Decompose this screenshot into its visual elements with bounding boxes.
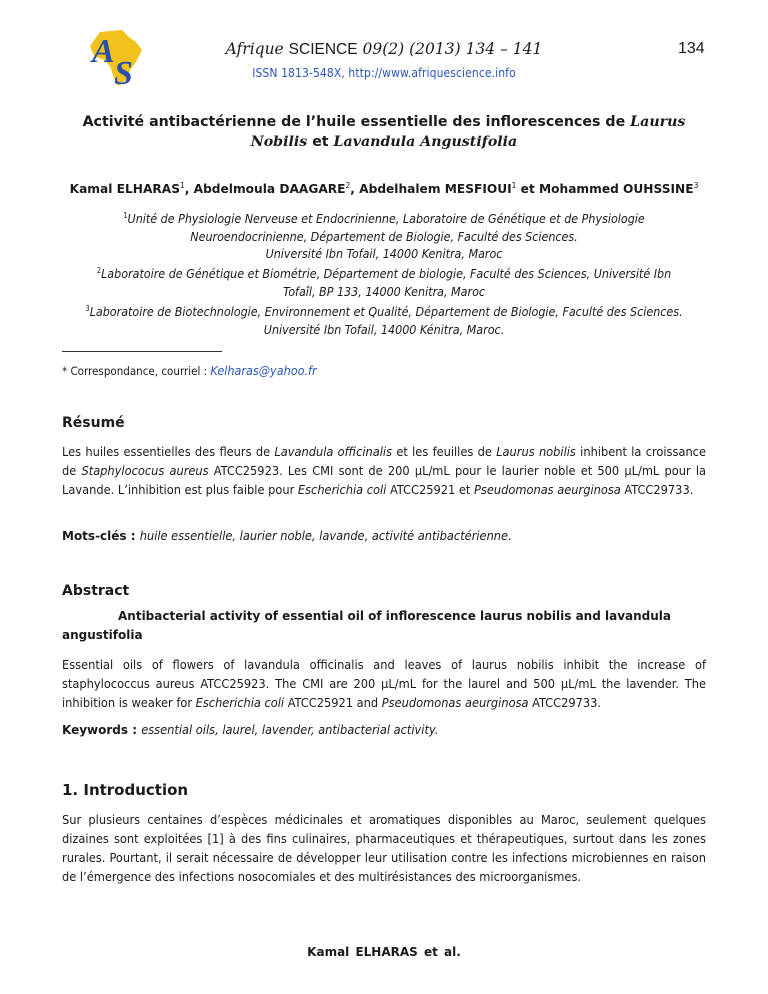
author-name: Kamal ELHARAS	[69, 182, 180, 197]
article-title	[82, 112, 686, 152]
correspondence-email-link[interactable]: Kelharas@yahoo.fr	[210, 363, 317, 378]
abstract-heading: Abstract	[62, 583, 130, 599]
author-name: Abdelhalem MESFIOUI	[359, 182, 512, 197]
journal-sci: SCIENCE	[288, 41, 358, 58]
affiliation-text: Laboratoire de Biotechnologie, Environnement et Qualité, Département de Biologie, Faculté des Sciences.	[89, 304, 683, 320]
title-species-1: Laurus Nobilis	[250, 114, 686, 150]
paragraph-text: ATCC25923. Les CMI sont de 200 µL/mL pour le laurier noble et 500 µL/mL pour la Lavande. L’inhibition est plus faible pour	[62, 463, 706, 497]
paragraph-text: ATCC25921 and	[284, 695, 382, 710]
paragraph-text: ATCC29733.	[528, 695, 602, 710]
author-affiliation-marker: 3	[693, 181, 699, 190]
resume-heading: Résumé	[62, 415, 125, 431]
abstract-keywords	[62, 722, 706, 737]
paragraph-text: ATCC29733.	[620, 482, 694, 497]
abstract-paragraph	[62, 655, 706, 712]
abstract-keywords-text: essential oils, laurel, lavender, antibacterial activity.	[141, 722, 439, 737]
species-name: Pseudomonas aeurginosa	[381, 695, 529, 710]
affiliation-line	[40, 245, 728, 262]
page-footer: Kamal ELHARAS et al.	[307, 945, 461, 959]
introduction-paragraph: Sur plusieurs centaines d’espèces médicinales et aromatiques disponibles au Maroc, seulement quelques dizaines sont exploitées [1] à des fins culinaires, pharmaceutiques et thérapeutiques, surtout dans les zones rurales. Pourtant, il serait nécessaire de développer leur utilisation contre les infections microbiennes en raison de l’émergence des infections nosocomiales et des multirésistances des microorganismes.	[62, 812, 706, 884]
affiliation-text: Tofaîl, BP 133, 14000 Kenitra, Maroc	[282, 283, 486, 299]
abstract-subtitle: Antibacterial activity of essential oil of inflorescence laurus nobilis and lavandula angustifolia	[62, 609, 672, 642]
affiliation-marker: 2	[96, 266, 102, 276]
introduction-heading: 1. Introduction	[62, 781, 189, 799]
author-name: Abdelmoula DAAGARE	[193, 182, 346, 197]
resume-keywords-label: Mots-clés :	[62, 529, 140, 543]
affiliation-marker: 1	[123, 211, 128, 220]
author-affiliation-marker: 1	[511, 181, 517, 190]
author-separator: ,	[350, 182, 360, 197]
affiliation-text: Unité de Physiologie Nerveuse et Endocrinienne, Laboratoire de Génétique et de Physiologie	[127, 211, 645, 227]
affiliation-line	[40, 228, 728, 245]
journal-name: Afrique	[225, 40, 284, 58]
affiliation-text: Laboratoire de Génétique et Biométrie, Département de biologie, Faculté des Sciences, Université Ibn	[101, 266, 672, 282]
affiliation-line	[40, 207, 728, 228]
affiliation-text: Neuroendocrinienne, Département de Biologie, Faculté des Sciences.	[190, 228, 578, 244]
correspondence	[62, 363, 317, 378]
affiliation-text: Université Ibn Tofail, 14000 Kenitra, Maroc	[265, 245, 503, 261]
species-name: Laurus nobilis	[496, 444, 576, 459]
journal-logo	[86, 28, 148, 90]
issn-line: ISSN 1813-548X, http://www.afriquescience.info	[252, 66, 516, 80]
resume-keywords	[62, 528, 706, 543]
resume-keywords-text: huile essentielle, laurier noble, lavande, activité antibactérienne.	[139, 528, 512, 543]
paragraph-text: inhibent la croissance de	[62, 444, 706, 478]
affiliation-line	[40, 283, 728, 300]
author-affiliation-marker: 1	[179, 181, 185, 190]
species-name: Staphylococus aureus	[81, 463, 209, 478]
title-conj: et	[307, 134, 334, 150]
paragraph-text: ATCC25921 et	[386, 482, 475, 497]
affiliation-line	[40, 321, 728, 338]
paragraph-text: Essential oils of flowers of lavandula officinalis and leaves of laurus nobilis inhibit the increase of staphylococcus aureus ATCC25923. The CMI are 200 µL/mL for the laurel and 500 µL/mL the lavender. The inhibition is weaker for	[62, 657, 706, 710]
affiliation-line	[40, 262, 728, 283]
affiliation-line	[40, 300, 728, 321]
paragraph-text: et les feuilles de	[392, 444, 497, 459]
page-number: 134	[678, 40, 705, 57]
author-separator: ,	[184, 182, 194, 197]
author-separator: et	[516, 182, 540, 197]
paragraph-text: Les huiles essentielles des fleurs de	[62, 444, 275, 459]
species-name: Lavandula officinalis	[274, 444, 393, 459]
author-name: Mohammed OUHSSINE	[539, 182, 694, 197]
abstract-keywords-label: Keywords :	[62, 723, 142, 737]
species-name: Escherichia coli	[297, 482, 387, 497]
journal-issue: 09(2) (2013) 134 – 141	[362, 40, 543, 58]
species-name: Pseudomonas aeurginosa	[474, 482, 621, 497]
author-affiliation-marker: 2	[345, 181, 351, 190]
resume-paragraph	[62, 442, 706, 499]
affiliation-text: Université Ibn Tofail, 14000 Kénitra, Maroc.	[263, 321, 505, 337]
title-species-2: Lavandula Angustifolia	[333, 134, 518, 150]
affiliation-marker: 3	[85, 304, 90, 314]
logo-letter-s: S	[114, 55, 133, 90]
correspondence-label: * Correspondance, courriel :	[62, 364, 211, 378]
journal-header	[0, 40, 768, 59]
footnote-rule	[62, 351, 222, 352]
title-text: Activité antibactérienne de l’huile essentielle des inflorescences de	[82, 114, 631, 130]
logo-letter-a: A	[92, 33, 115, 70]
species-name: Escherichia coli	[195, 695, 285, 710]
affiliation-list	[40, 207, 728, 338]
author-list	[0, 181, 768, 196]
